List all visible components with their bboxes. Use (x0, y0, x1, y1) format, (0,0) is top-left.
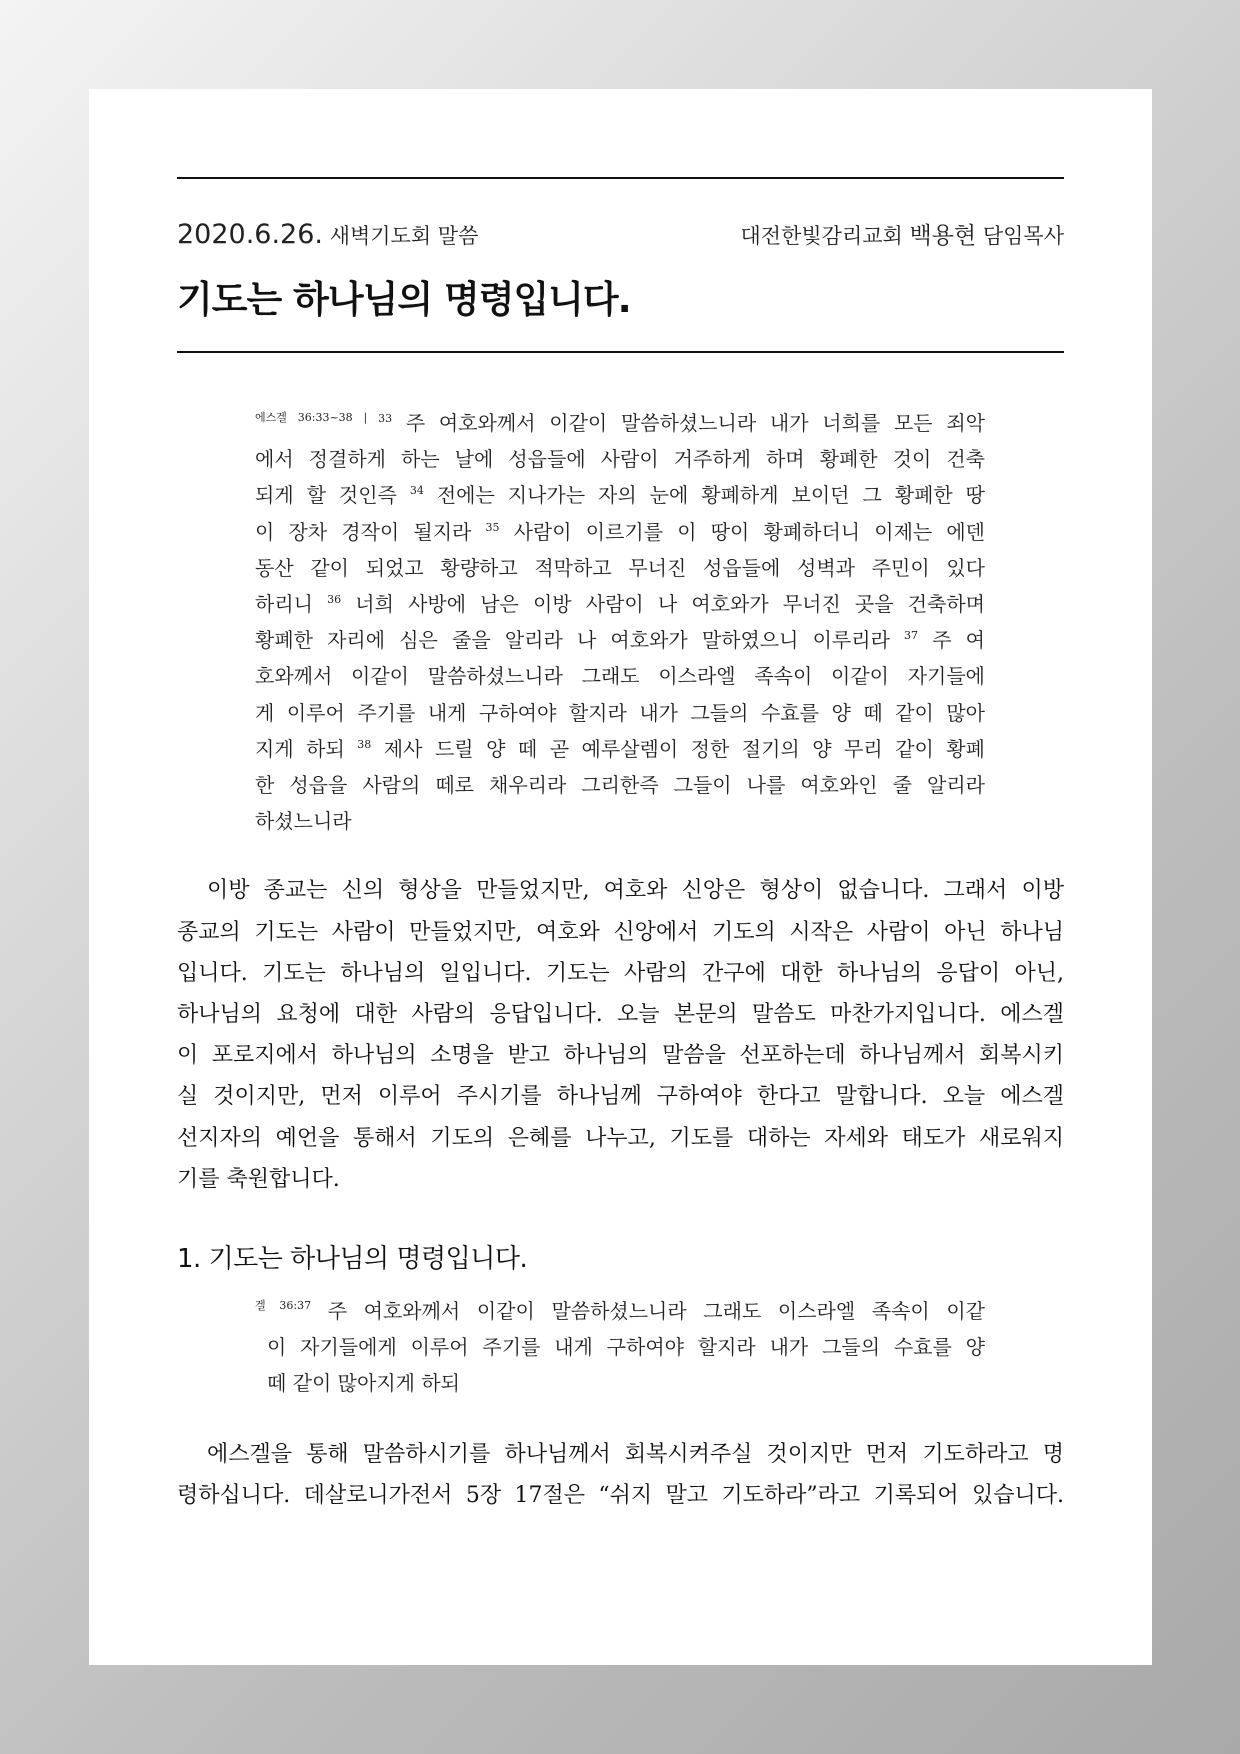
paragraph-line: 선지자의 예언을 통해서 기도의 은혜를 나누고, 기도를 대하는 자세와 태도가 새로워지 (177, 1125, 1064, 1151)
quote-line: 떼 같이 많아지게 하되 (267, 1370, 460, 1395)
verse-number: 38 (357, 737, 372, 751)
verse-number: 34 (409, 484, 424, 498)
scripture-line: 황폐한 자리에 심은 줄을 알리라 나 여호와가 말하였으니 이루리라 $^{37}$ 주 여 (255, 628, 985, 653)
paragraph-line: 에스겔을 통해 말씀하시기를 하나님께서 회복시켜주실 것이지만 먼저 기도하라고 명 (207, 1441, 1064, 1467)
scripture-line: 되게 할 것인즉 $^{34}$ 전에는 지나가는 자의 눈에 황폐하게 보이던 그 황폐한 땅 (255, 483, 986, 508)
sermon-date-line (177, 219, 478, 250)
scripture-line: $^{에스겔 36:33\sim 38 |}$ $^{33}$ 주 여호와께서 이같이 말씀하셨느니라 내가 너희를 모든 죄악 (255, 411, 985, 435)
scripture-line: 동산 같이 되었고 황량하고 적막하고 무너진 성읍들에 성벽과 주민이 있다 (255, 555, 985, 580)
verse-number: 37 (904, 629, 919, 643)
section-quote (255, 1288, 985, 1401)
sermon-service: 새벽기도회 말씀 (329, 224, 479, 248)
verse-number: 33 (378, 412, 393, 425)
title-rule (177, 351, 1064, 353)
verse-number: 36 (327, 593, 342, 607)
verse-number: 35 (485, 520, 500, 534)
preacher-info (741, 217, 1064, 250)
paragraph-line: 종교의 기도는 사람이 만들었지만, 여호와 신앙에서 기도의 시작은 사람이 아닌 하나님 (177, 919, 1064, 945)
paragraph-line: 실 것이지만, 먼저 이루어 주시기를 하나님께 구하여야 한다고 말합니다. 오늘 에스겔 (177, 1084, 1064, 1110)
section-heading: 1. 기도는 하나님의 명령입니다. (177, 1243, 528, 1274)
sermon-date: 2020.6.26. (177, 219, 323, 250)
document-page (89, 89, 1152, 1665)
sermon-meta (177, 217, 1064, 253)
top-rule (177, 177, 1064, 179)
church-name: 대전한빛감리교회 (740, 224, 903, 248)
scripture-line: 이 장차 경작이 될지라 $^{35}$ 사람이 이르기를 이 땅이 황폐하더니 이제는 에덴 (255, 519, 986, 544)
scripture-line: 호와께서 이같이 말씀하셨느니라 그래도 이스라엘 족속이 이같이 자기들에 (255, 664, 985, 689)
quote-reference: 겔 36:37 (255, 1298, 312, 1312)
scripture-reference: 에스겔 36:33~38 | (255, 411, 379, 424)
document-content (177, 177, 1064, 1516)
scripture-line: 하셨느니라 (255, 809, 352, 834)
pastor-title: 담임목사 (982, 224, 1064, 248)
pastor-name: 백용현 (909, 223, 977, 249)
scripture-line: 지게 하되 $^{38}$ 제사 드릴 양 떼 곧 예루살렘이 정한 절기의 양 무리 같이 황폐 (255, 736, 986, 761)
scripture-line: 하리니 $^{36}$ 너희 사방에 남은 이방 사람이 나 여호와가 무너진 곳을 건축하며 (255, 592, 985, 617)
paragraph-line: 이방 종교는 신의 형상을 만들었지만, 여호와 신앙은 형상이 없습니다. 그래서 이방 (207, 878, 1064, 904)
sermon-title: 기도는 하나님의 명령입니다. (177, 278, 631, 321)
paragraph-line: 령하십니다. 데살로니가전서 5장 17절은 “쉬지 말고 기도하라”라고 기록되어 있습니다. (177, 1483, 1064, 1509)
scripture-passage (255, 400, 985, 839)
scripture-line: 에서 정결하게 하는 날에 성읍들에 사람이 거주하게 하며 황폐한 것이 건축 (255, 447, 985, 472)
section-paragraph (177, 1434, 1064, 1516)
quote-line: 이 자기들에게 이루어 주기를 내게 구하여야 할지라 내가 그들의 수효를 양 (267, 1334, 985, 1359)
intro-paragraph (177, 870, 1064, 1200)
scripture-line: 게 이루어 주기를 내게 구하여야 할지라 내가 그들의 수효를 양 떼 같이 많아 (255, 700, 985, 725)
scripture-line: 한 성읍을 사람의 떼로 채우리라 그리한즉 그들이 나를 여호와인 줄 알리라 (255, 773, 985, 798)
paragraph-line: 기를 축원합니다. (177, 1166, 340, 1192)
paragraph-line: 입니다. 기도는 하나님의 일입니다. 기도는 사람의 간구에 대한 하나님의 응답이 아닌, (177, 960, 1064, 986)
paragraph-line: 이 포로지에서 하나님의 소명을 받고 하나님의 말씀을 선포하는데 하나님께서 회복시키 (177, 1043, 1064, 1069)
paragraph-line: 하나님의 요청에 대한 사람의 응답입니다. 오늘 본문의 말씀도 마찬가지입니다. 에스겔 (177, 1002, 1064, 1027)
quote-line: $^{겔 36:37}$ 주 여호와께서 이같이 말씀하셨느니라 그래도 이스라엘 족속이 이같 (255, 1298, 985, 1323)
